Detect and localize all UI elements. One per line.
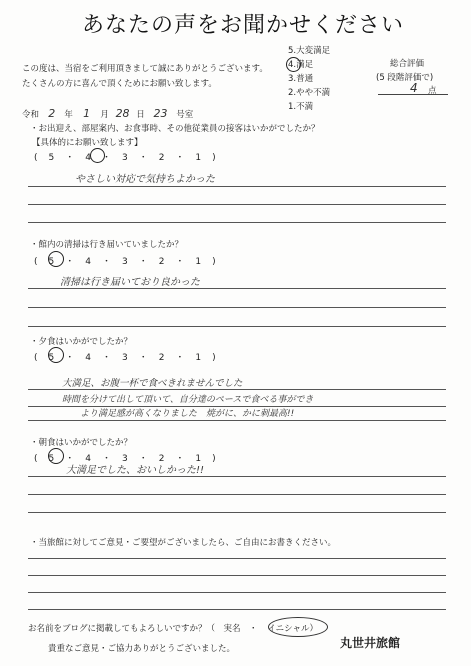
q2-choices: ( 5 ・ 4 ・ 3 ・ 2 ・ 1 ) xyxy=(34,257,217,267)
date-year-unit: 年 xyxy=(64,110,73,120)
overall-sub: (5 段階評価で) xyxy=(376,73,434,83)
q4-choice-5-circle xyxy=(48,448,64,464)
date-day-unit: 日 xyxy=(136,110,145,120)
q1-line-1 xyxy=(28,186,446,187)
q5-line-1 xyxy=(28,558,446,559)
q3-question: ・夕食はいかがでしたか？ xyxy=(30,337,133,347)
q5-line-3 xyxy=(28,592,446,593)
date-era: 令和 xyxy=(22,110,40,120)
room-number: 23 xyxy=(153,107,168,120)
date-line xyxy=(22,107,193,120)
q4-line-2 xyxy=(28,494,446,495)
q4-answer: 大満足でした、おいしかった!! xyxy=(66,465,205,476)
date-year: 2 xyxy=(48,107,56,120)
q2-line-2 xyxy=(28,307,446,308)
q2-line-3 xyxy=(28,326,446,327)
thanks-message: 貴重なご意見・ご協力ありがとうございました。 xyxy=(48,644,236,654)
q3-line-3 xyxy=(28,420,446,421)
q3-choice-5-circle xyxy=(48,347,64,363)
q3-answer-3: より満足感が高くなりました 焼がに、かに刺最高!! xyxy=(80,409,295,419)
q1-line-3 xyxy=(28,222,446,223)
q3-choices: ( 5 ・ 4 ・ 3 ・ 2 ・ 1 ) xyxy=(34,353,217,363)
scale-5: 5.大変満足 xyxy=(288,46,331,56)
date-month-unit: 月 xyxy=(100,110,109,120)
q3-line-1 xyxy=(28,389,446,390)
q5-line-4 xyxy=(28,609,446,610)
blog-close: ） xyxy=(309,624,319,634)
scale-2: 2.やや不満 xyxy=(288,88,331,98)
q4-question: ・朝食はいかがでしたか？ xyxy=(30,438,133,448)
scale-legend xyxy=(288,44,330,114)
q1-answer: やさしい対応で気持ちよかった xyxy=(75,174,215,185)
q2-question: ・館内の清掃は行き届いていましたか？ xyxy=(30,240,184,250)
date-day: 28 xyxy=(115,107,130,120)
scale-4: 4.満足 xyxy=(288,60,314,70)
inn-name: 丸世井旅館 xyxy=(340,636,401,650)
blog-question: お名前をブログに掲載してもよろしいですか？（ 実名 ・ xyxy=(28,624,258,634)
q1-choices: ( 5 ・ 4 ・ 3 ・ 2 ・ 1 ) xyxy=(34,153,217,163)
q3-answer-2: 時間を分けて出して頂いて、自分達のペースで食べる事ができ xyxy=(62,395,314,405)
q1-line-2 xyxy=(28,204,446,205)
q1-question: ・お出迎え、部屋案内、お食事時、その他従業員の接客はいかがでしたか？ xyxy=(30,124,320,134)
scale-1: 1.不満 xyxy=(288,102,314,112)
q2-answer: 清掃は行き届いており良かった xyxy=(60,277,200,288)
q3-answer-1: 大満足、お腹一杯で食べきれませんでした xyxy=(62,378,243,389)
q5-question: ・当旅館に対してご意見・ご要望がございましたら、ご自由にお書きください。 xyxy=(30,538,337,548)
q1-detail-label: 【具体的にお願い致します】 xyxy=(32,138,143,148)
q1-choice-4-circle xyxy=(90,148,105,163)
overall-unit: 点 xyxy=(428,86,437,96)
room-unit: 号室 xyxy=(176,110,194,120)
q4-line-1 xyxy=(28,476,446,477)
q2-choice-5-circle xyxy=(48,251,64,267)
q2-line-1 xyxy=(28,288,446,289)
q4-choices: ( 5 ・ 4 ・ 3 ・ 2 ・ 1 ) xyxy=(34,454,217,464)
date-month: 1 xyxy=(83,107,91,120)
q4-line-3 xyxy=(28,512,446,513)
q5-line-2 xyxy=(28,575,446,576)
page-title: あなたの声をお聞かせください xyxy=(82,13,405,38)
intro-line-2: たくさんの方に喜んで頂くためにお願い致します。 xyxy=(22,79,217,89)
scale-3: 3.普通 xyxy=(288,74,314,84)
overall-value: 4 xyxy=(410,81,418,95)
initial-choice-circle xyxy=(268,617,328,637)
overall-label: 総合評価 xyxy=(390,59,425,69)
intro-line-1: この度は、当宿をご利用頂きまして誠にありがとうございます。 xyxy=(22,64,268,74)
scale-4-circle-mark xyxy=(286,57,301,72)
blog-choice-initial: イニシャル xyxy=(267,624,310,634)
